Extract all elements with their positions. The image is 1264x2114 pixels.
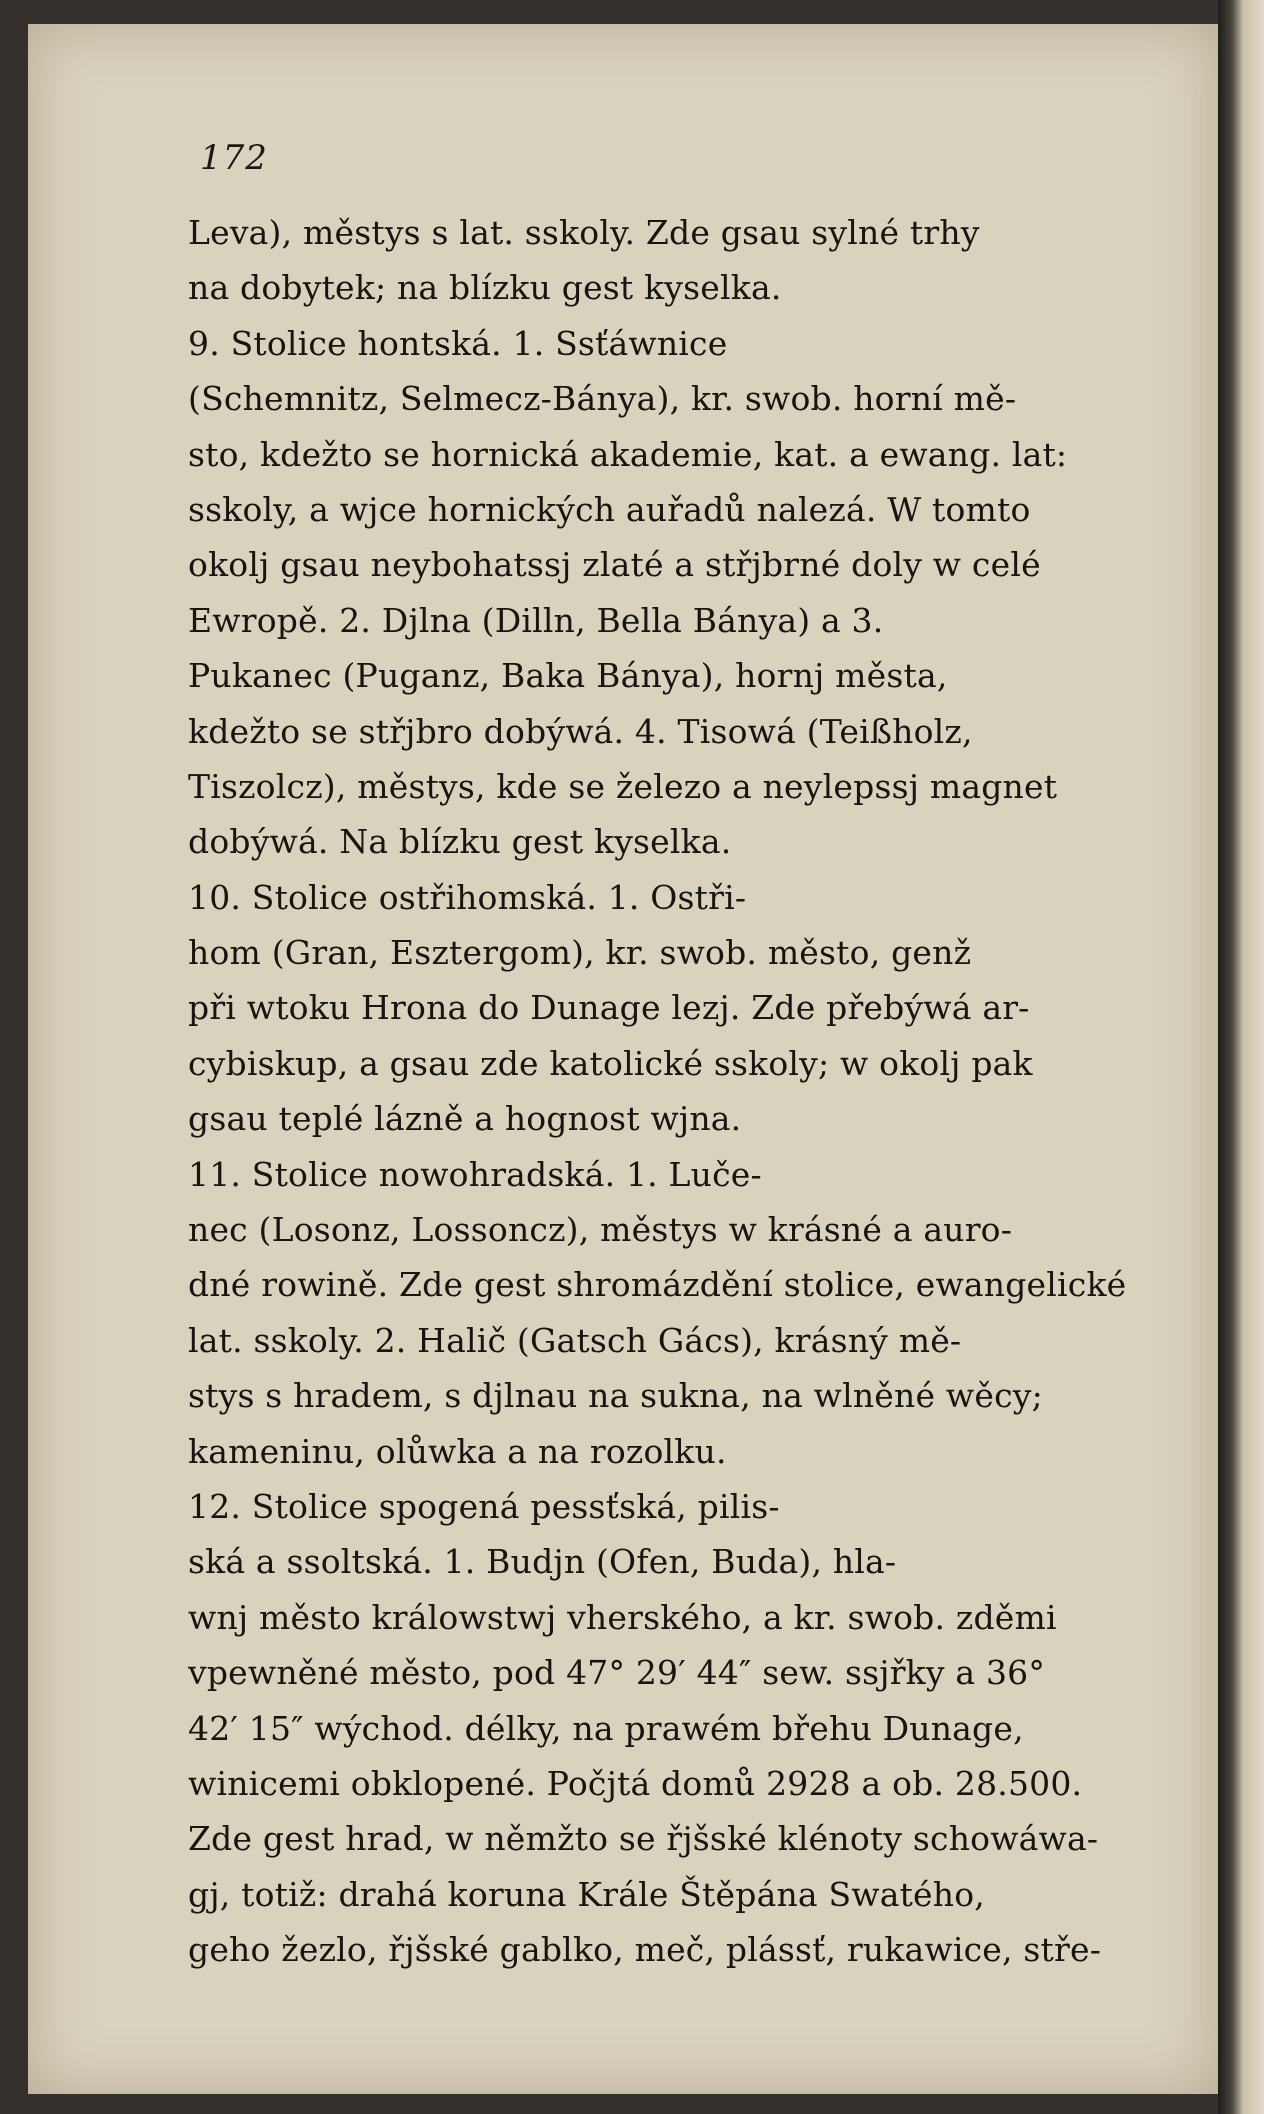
text-line: nec (Losonz, Lossoncz), městys w krásné a auro- [188, 1210, 1013, 1250]
text-line: gsau teplé lázně a hognost wjna. [188, 1099, 742, 1139]
text-line: sskoly, a wjce hornických auřadů nalezá. W tomto [188, 489, 1031, 529]
text-line: 10. Stolice ostřihomská. 1. Ostři- [188, 877, 747, 917]
text-line: při wtoku Hrona do Dunage lezj. Zde přebýwá ar- [188, 988, 1030, 1028]
text-line: Leva), městys s lat. sskoly. Zde gsau sylné trhy [188, 213, 980, 252]
text-line: hom (Gran, Esztergom), kr. swob. město, genž [188, 933, 972, 973]
body-text [188, 205, 1178, 1978]
text-line: Pukanec (Puganz, Baka Bánya), hornj města, [188, 656, 948, 696]
page-number: 172 [200, 138, 268, 178]
text-line: kameninu, olůwka a na rozolku. [188, 1431, 727, 1471]
text-line: dobýwá. Na blízku gest kyselka. [188, 822, 732, 862]
text-line: 42′ 15″ wýchod. délky, na prawém břehu Dunage, [188, 1708, 1024, 1748]
page-edge [1218, 0, 1264, 2114]
text-line: dné rowině. Zde gest shromázdění stolice, ewangelické [188, 1265, 1127, 1305]
text-line: winicemi obklopené. Počjtá domů 2928 a ob. 28.500. [188, 1763, 1083, 1803]
text-line: sto, kdežto se hornická akademie, kat. a ewang. lat: [188, 434, 1068, 474]
text-line: na dobytek; na blízku gest kyselka. [188, 268, 782, 308]
text-line: kdežto se střjbro dobýwá. 4. Tisowá (Teißholz, [188, 711, 973, 751]
text-line: gj, totiž: drahá koruna Krále Štěpána Swatého, [188, 1874, 985, 1914]
text-line: Ewropě. 2. Djlna (Dilln, Bella Bánya) a 3. [188, 600, 884, 640]
text-line: stys s hradem, s djlnau na sukna, na wlněné wěcy; [188, 1376, 1043, 1416]
text-line: cybiskup, a gsau zde katolické sskoly; w okolj pak [188, 1043, 1033, 1083]
text-line: wnj město králowstwj vherského, a kr. swob. zděmi [188, 1597, 1057, 1637]
text-line: Zde gest hrad, w němžto se řjšské klénoty schowáwa- [188, 1819, 1099, 1859]
text-line: (Schemnitz, Selmecz-Bánya), kr. swob. horní mě- [188, 379, 1017, 419]
text-line: ská a ssoltská. 1. Budjn (Ofen, Buda), hla- [188, 1542, 897, 1582]
text-line: Tiszolcz), městys, kde se železo a neylepssj magnet [188, 766, 1058, 806]
text-line: geho žezlo, řjšské gablko, meč, plássť, rukawice, stře- [188, 1930, 1102, 1970]
text-line: okolj gsau neybohatssj zlaté a střjbrné doly w celé [188, 545, 1041, 585]
text-line: 12. Stolice spogená pessťská, pilis- [188, 1486, 780, 1526]
text-line: 11. Stolice nowohradská. 1. Luče- [188, 1154, 762, 1194]
text-line: 9. Stolice hontská. 1. Ssťáwnice [188, 323, 728, 363]
text-line: lat. sskoly. 2. Halič (Gatsch Gács), krásný mě- [188, 1320, 962, 1360]
text-line: vpewněné město, pod 47° 29′ 44″ sew. ssjřky a 36° [188, 1653, 1046, 1693]
